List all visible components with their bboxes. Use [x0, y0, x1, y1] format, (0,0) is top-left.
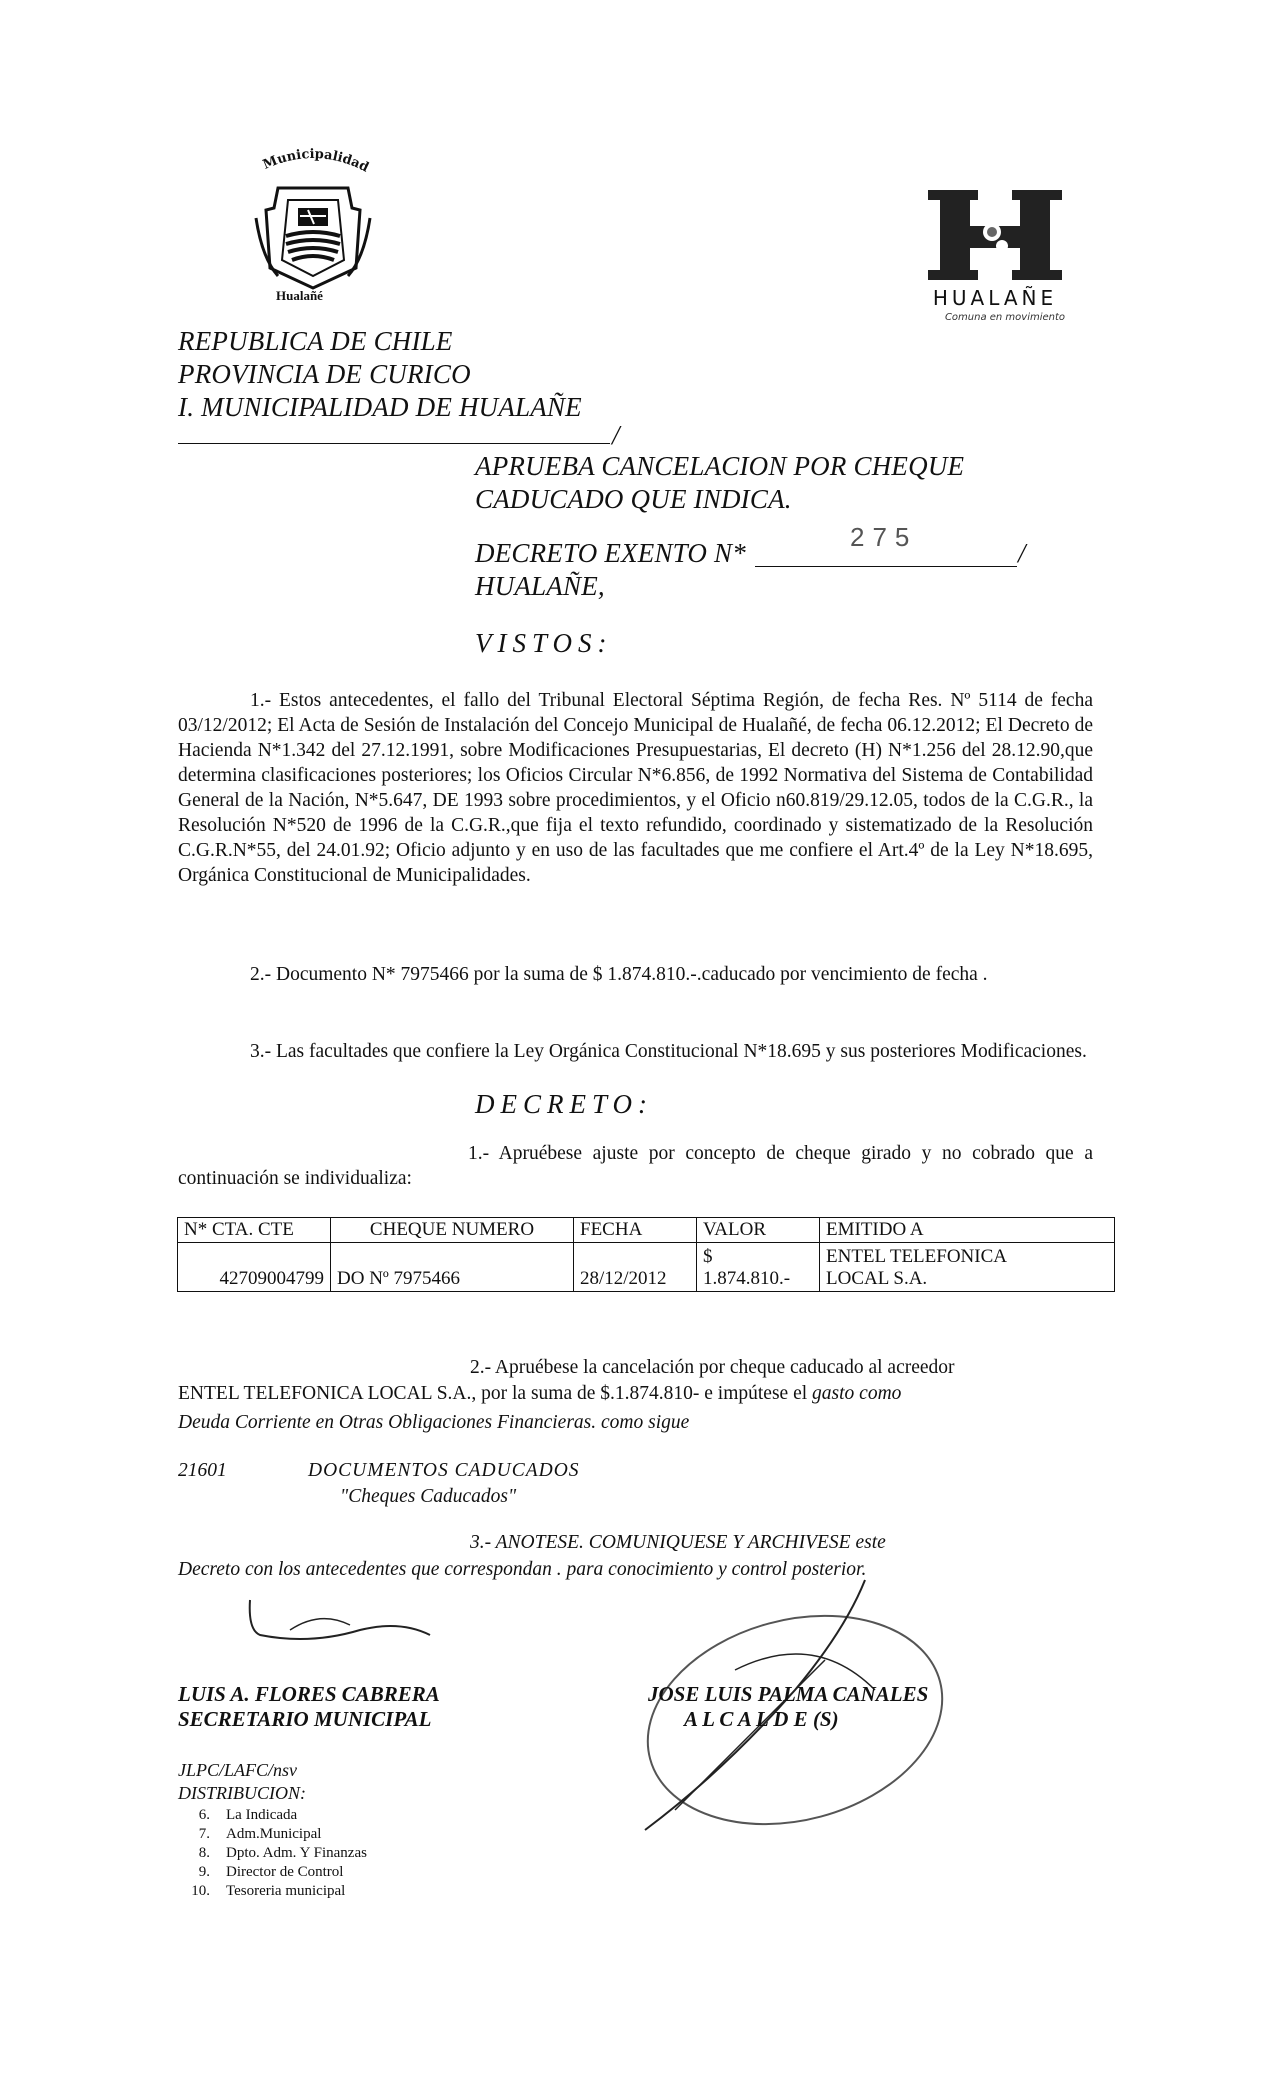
list-item: 9. Director de Control [198, 1864, 344, 1880]
distribucion-list [180, 1806, 367, 1901]
visto-3: 3.- Las facultades que confiere la Ley Orgánica Constitucional N*18.695 y sus posteriores Modificaciones. [250, 1041, 1087, 1062]
left-signer-title: SECRETARIO MUNICIPAL [178, 1707, 432, 1731]
seal-emblem-icon [248, 148, 378, 308]
decree-subject [475, 450, 964, 516]
visto-2: 2.- Documento N* 7975466 por la suma de $ 1.874.810.-.caducado por vencimiento de fecha . [250, 964, 988, 985]
emitido-line-1: ENTEL TELEFONICA [826, 1246, 1008, 1267]
table-header-cell: N* CTA. CTE [178, 1218, 331, 1243]
decreto-title: DECRETO: [475, 1089, 654, 1119]
account-name: DOCUMENTOS CADUCADOS [308, 1460, 580, 1481]
list-item: 8. Dpto. Adm. Y Finanzas [198, 1845, 367, 1861]
svg-text:Municipalidad [261, 148, 371, 176]
header-line-1: REPUBLICA DE CHILE [178, 326, 453, 356]
list-item: 7. Adm.Municipal [198, 1826, 322, 1842]
decreto-number-line [755, 566, 1017, 567]
subject-line-2: CADUCADO QUE INDICA. [475, 484, 792, 514]
table-header-cell: FECHA [574, 1218, 697, 1243]
document-header [178, 325, 582, 424]
decreto-exento-label: DECRETO EXENTO N* [475, 538, 746, 568]
table-row [178, 1243, 1115, 1292]
valor-symbol: $ [703, 1246, 713, 1267]
header-line-2: PROVINCIA DE CURICO [178, 359, 471, 389]
subject-line-1: APRUEBA CANCELACION POR CHEQUE [475, 451, 965, 481]
distribucion-title: DISTRIBUCION: [178, 1783, 306, 1803]
valor-amount: 1.874.810.- [703, 1268, 791, 1289]
hualane-logo [920, 186, 1090, 336]
left-signature-block [178, 1682, 440, 1732]
left-signer-name: LUIS A. FLORES CABRERA [178, 1682, 440, 1706]
decreto-2-line-2-plain: ENTEL TELEFONICA LOCAL S.A., por la suma de $.1.874.810- e impútese el [178, 1383, 808, 1404]
table-header-cell: CHEQUE NUMERO [331, 1218, 574, 1243]
visto-1: 1.- Estos antecedentes, el fallo del Tribunal Electoral Séptima Región, de fecha Res. Nº 5114 de fecha 03/12/2012; El Acta de Sesión de Instalación del Concejo Municipal de Hualañé, de fecha 06.12.2012; El Decreto de Hacienda N*1.342 del 27.12.1991, sobre Modificaciones Presupuestarias, El decreto (H) N*1.256 del 28.12.90,que determina clasificaciones posteriores; los Oficios Circular N*6.856, de 1992 Normativa del Sistema de Contabilidad General de la Nación, N*5.647, DE 1993 sobre procedimientos, y el Oficio n60.819/29.12.05, todos de la C.G.R., la Resolución N*520 de 1996 de la C.G.R.,que fija el texto refundido, coordinado y sistematizado de la Resolución C.G.R.N*55, del 24.01.92; Oficio adjunto y en uso de las facultades que me confiere el Art.4º de la Ley N*18.695, Orgánica Constitucional de Municipalidades. [178, 690, 1093, 886]
cell-valor [697, 1243, 820, 1292]
decreto-2-line-3: Deuda Corriente en Otras Obligaciones Financieras. como sigue [178, 1412, 690, 1433]
table-header-cell: EMITIDO A [820, 1218, 1115, 1243]
right-signature-block [648, 1682, 928, 1732]
header-rule-slash: / [612, 420, 620, 450]
decreto-place: HUALAÑE, [475, 571, 605, 601]
vistos-title: VISTOS: [475, 628, 613, 658]
cheque-table [177, 1217, 1115, 1292]
h-letter-logo-icon [920, 186, 1070, 282]
decreto-2-line-2 [178, 1381, 901, 1406]
decreto-2-line-1: 2.- Apruébese la cancelación por cheque caducado al acreedor [470, 1357, 955, 1378]
decreto-3-line-2: Decreto con los antecedentes que correspondan . para conocimiento y control posterior. [178, 1559, 867, 1580]
decreto-number: 275 [850, 522, 918, 552]
cell-emitido [820, 1243, 1115, 1292]
municipal-seal [248, 148, 378, 308]
header-line-3: I. MUNICIPALIDAD DE HUALAÑE [178, 392, 582, 422]
left-signature-icon [230, 1590, 470, 1660]
cell-fecha: 28/12/2012 [574, 1243, 697, 1292]
seal-bottom-text: Hualañé [276, 288, 323, 303]
account-sub: "Cheques Caducados" [340, 1486, 517, 1507]
decreto-1: 1.- Apruébese ajuste por concepto de cheque girado y no cobrado que a continuación se individualiza: [178, 1143, 1093, 1189]
right-signer-name: JOSE LUIS PALMA CANALES [648, 1682, 929, 1706]
logo-name: HUALAÑE [932, 286, 1058, 310]
header-rule [178, 443, 610, 444]
cell-cheque: DO Nº 7975466 [331, 1243, 574, 1292]
account-code: 21601 [178, 1460, 227, 1481]
logo-tagline: Comuna en movimiento [944, 312, 1066, 323]
decreto-3-line-1: 3.- ANOTESE. COMUNIQUESE Y ARCHIVESE este [470, 1532, 886, 1553]
cell-cta: 42709004799 [178, 1243, 331, 1292]
table-header-cell: VALOR [697, 1218, 820, 1243]
emitido-line-2: LOCAL S.A. [826, 1268, 928, 1289]
list-item: 6. La Indicada [198, 1807, 298, 1823]
decreto-2-line-2-italic: gasto como [812, 1383, 902, 1404]
decreto-number-slash: / [1018, 538, 1026, 568]
right-signer-title: A L C A L D E (S) [684, 1707, 839, 1731]
seal-top-text: Municipalidad [260, 148, 372, 176]
initials: JLPC/LAFC/nsv [178, 1760, 298, 1780]
list-item: 10. Tesoreria municipal [191, 1883, 346, 1899]
table-header-row [178, 1218, 1115, 1243]
